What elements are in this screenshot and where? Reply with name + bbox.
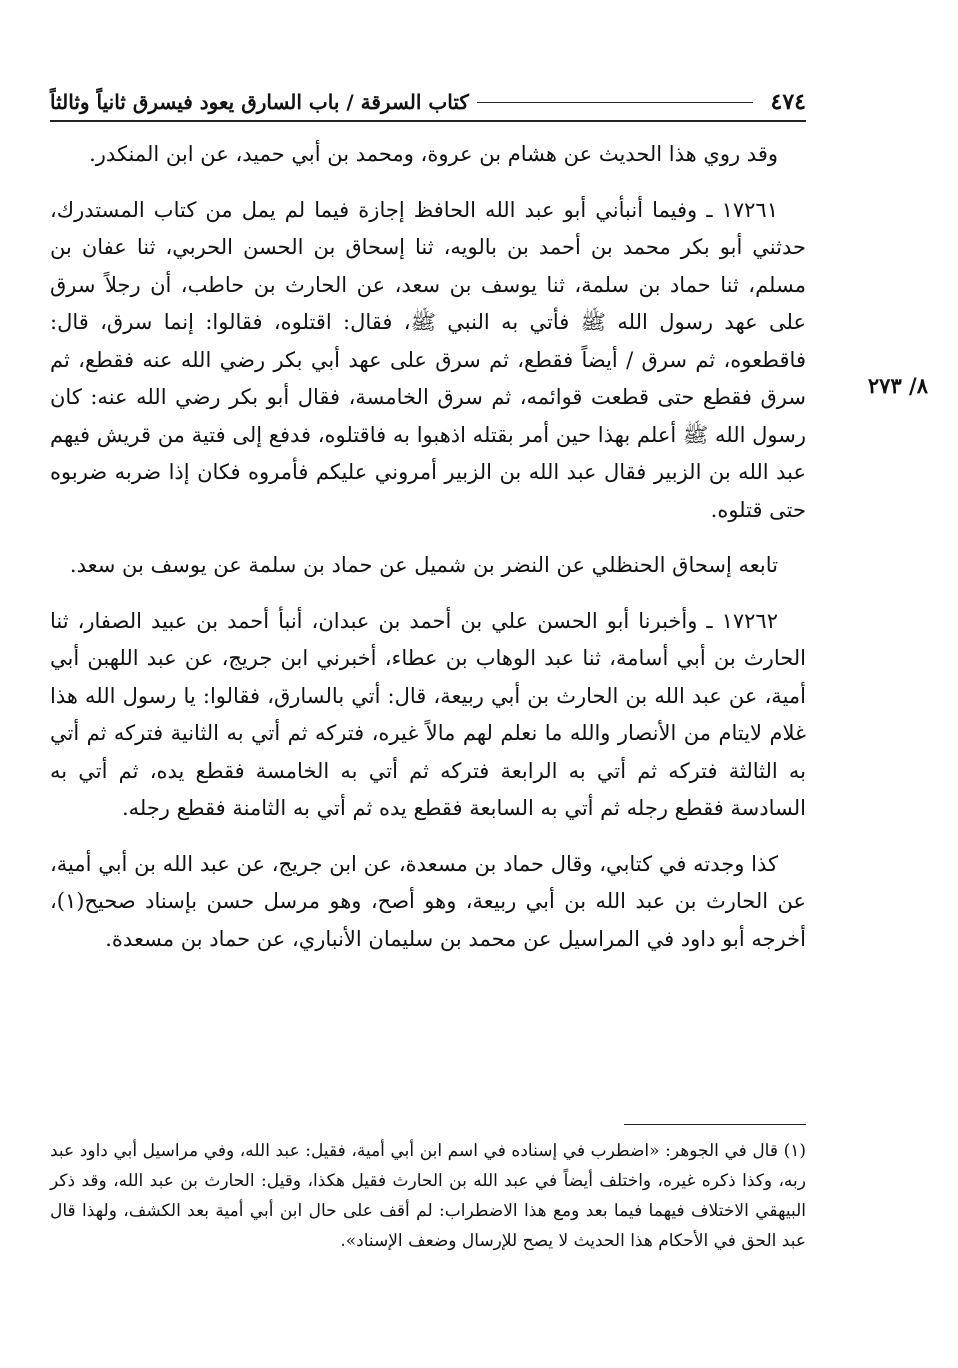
main-text [50,136,806,976]
header-rule [477,102,753,103]
footnote-text: (١) قال في الجوهر: «اضطرب في إسناده في اسم ابن أبي أمية، فقيل: عبد الله، وفي مراسيل أبي داود عبد ربه، وكذا ذكره غيره، واختلف أيضاً في عبد الله بن الحارث فقيل هكذا، وقيل: الحارث بن عبد الله، وقد ذكر البيهقي الاختلاف فيهما فيما بعد ومع هذا الاضطراب: لم أقف على حال ابن أبي أمية بعد الكشف، ولهذا قال عبد الحق في الأحكام هذا الحديث لا يصح للإرسال وضعف الإسناد». [50,1141,806,1251]
paragraph: وقد روي هذا الحديث عن هشام بن عروة، ومحمد بن أبي حميد، عن ابن المنكدر. [89,142,778,166]
marginal-reference: ٨/ ٢٧٣ [867,373,928,398]
running-header [50,84,806,122]
paragraph: كذا وجدته في كتابي، وقال حماد بن مسعدة، عن ابن جريج، عن عبد الله بن أبي أمية، عن الحارث بن عبد الله بن أبي ربيعة، وهو أصح، وهو مرسل حسن بإسناد صحيح(١)، أخرجه أبو داود في المراسيل عن محمد بن سليمان الأنباري، عن حماد بن مسعدة. [50,851,806,951]
paragraph: تابعه إسحاق الحنظلي عن النضر بن شميل عن حماد بن سلمة عن يوسف بن سعد. [69,553,778,577]
footnote [50,1136,806,1256]
footnote-separator [624,1124,806,1125]
hadith-17262: ١٧٢٦٢ ـ وأخبرنا أبو الحسن علي بن أحمد بن عبدان، أنبأ أحمد بن عبيد الصفار، ثنا الحارث بن أبي أسامة، ثنا عبد الوهاب بن عطاء، أخبرني ابن جريج، عن عبد اللهبن أبي أمية، عن عبد الله بن الحارث بن أبي ربيعة، قال: أتي بالسارق، فقالوا: يا رسول الله هذا غلام لايتام من الأنصار والله ما نعلم لهم مالاً غيره، فتركه ثم أتي به الثانية فتركه ثم أتي به الثالثة فتركه ثم أتي به الرابعة فتركه ثم أتي به الخامسة فقطع يده، ثم أتي به السادسة فقطع رجله ثم أتي به السابعة فقطع يده ثم أتي به الثامنة فقطع رجله. [50,608,806,820]
running-title: كتاب السرقة / باب السارق يعود فيسرق ثانياً وثالثاً [50,90,469,114]
hadith-17261: ١٧٢٦١ ـ وفيما أنبأني أبو عبد الله الحافظ إجازة فيما لم يمل من كتاب المستدرك، حدثني أبو بكر محمد بن أحمد بن بالويه، ثنا إسحاق بن الحسن الحربي، ثنا عفان بن مسلم، ثنا حماد بن سلمة، ثنا يوسف بن سعد، عن الحارث بن حاطب، أن رجلاً سرق على عهد رسول الله ﷺ فأتي به النبي ﷺ، فقال: اقتلوه، فقالوا: إنما سرق، قال: فاقطعوه، ثم سرق / أيضاً فقطع، ثم سرق على عهد أبي بكر رضي الله عنه فقطع، ثم سرق فقطع حتى قطعت قوائمه، ثم سرق الخامسة، فقال أبو بكر رضي الله عنه: كان رسول الله ﷺ أعلم بهذا حين أمر بقتله اذهبوا به فاقتلوه، فدفع إلى فتية من قريش فيهم عبد الله بن الزبير فقال عبد الله بن الزبير أمروني عليكم فأمروه فكان إذا ضربه ضربوه حتى قتلوه. [50,197,806,522]
page-number: ٤٧٤ [770,89,806,115]
